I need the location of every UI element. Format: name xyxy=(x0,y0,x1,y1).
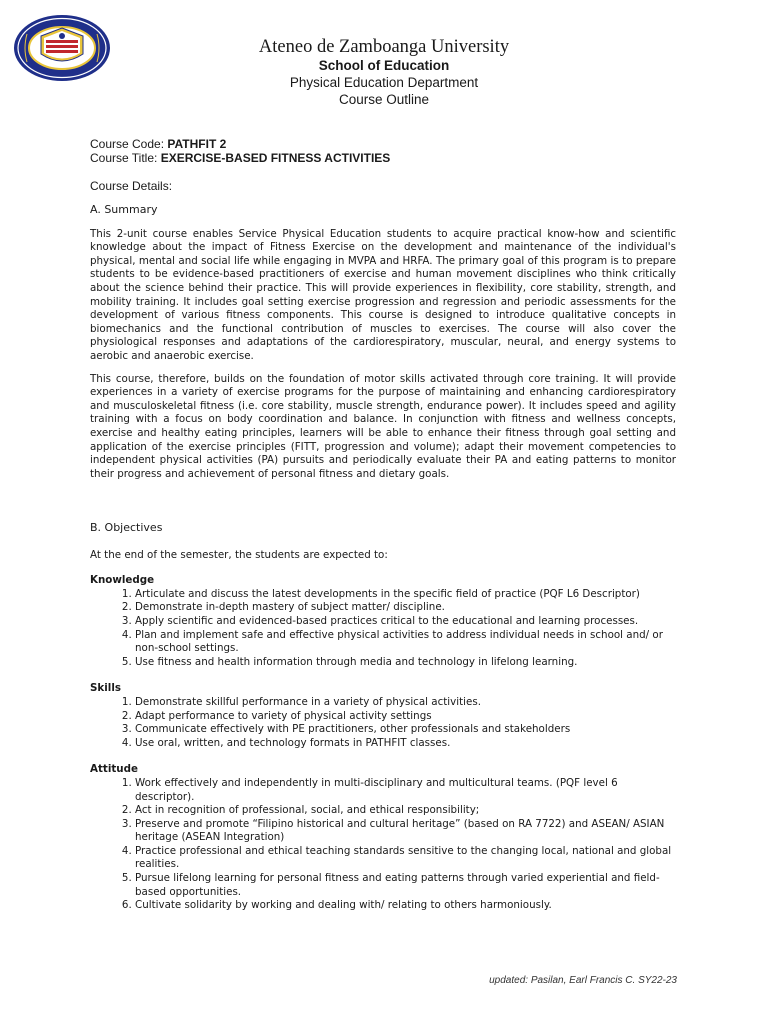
updated-footer: updated: Pasilan, Earl Francis C. SY22-23 xyxy=(489,975,677,986)
list-item: 1. Demonstrate skillful performance in a variety of physical activities. xyxy=(135,696,676,710)
list-item: 5. Pursue lifelong learning for personal fitness and eating patterns through varied experiential and field-based opportunities. xyxy=(135,872,676,899)
course-title-label: Course Title: xyxy=(90,151,158,165)
summary-paragraph-1: This 2-unit course enables Service Physical Education students to acquire practical know-how and scientific knowledge about the impact of Fitness Exercise on the development and maintenance of the individual's physical, mental and social life while engaging in MVPA and HRFA. The primary goal of this program is to prepare students to be evidence-based practitioners of exercise and human movement disciplines who think critically about the science behind their practice. This will provide experiences in flexibility, core stability, strength, and mobility training. It includes goal setting exercise progression and regression and periodic assessments for the development of various fitness components. This course is designed to introduce qualitative concepts in biomechanics and the functional contribution of muscles to exercises. The course will also cover the physiological responses and adaptations of the cardiorespiratory, muscular, neural, and energy systems to aerobic and anaerobic exercise. xyxy=(90,227,676,362)
school-name: School of Education xyxy=(318,58,450,73)
objectives-intro: At the end of the semester, the students are expected to: xyxy=(90,548,388,561)
course-details-label: Course Details: xyxy=(90,179,173,193)
course-title-line xyxy=(90,151,390,165)
course-code-line xyxy=(90,137,390,151)
summary-section xyxy=(90,203,676,481)
list-item: 4. Practice professional and ethical teaching standards sensitive to the changing local, national and global realities. xyxy=(135,845,676,872)
skills-heading: Skills xyxy=(90,682,121,695)
list-item: 4. Plan and implement safe and effective physical activities to address individual needs in school and/ or non-school settings. xyxy=(135,629,676,656)
list-item: 6. Cultivate solidarity by working and dealing with/ relating to others harmoniously. xyxy=(135,899,676,913)
objectives-heading: B. Objectives xyxy=(90,521,163,534)
university-name: Ateneo de Zamboanga University xyxy=(258,37,510,57)
objectives-section xyxy=(90,521,676,913)
course-info xyxy=(90,137,390,165)
knowledge-list xyxy=(90,588,676,670)
document-type: Course Outline xyxy=(338,92,430,107)
list-item: 2. Act in recognition of professional, social, and ethical responsibility; xyxy=(135,804,676,818)
department-name: Physical Education Department xyxy=(289,75,479,90)
list-item: 2. Demonstrate in-depth mastery of subject matter/ discipline. xyxy=(135,601,676,615)
list-item: 5. Use fitness and health information through media and technology in lifelong learning. xyxy=(135,656,676,670)
list-item: 3. Preserve and promote “Filipino historical and cultural heritage” (based on RA 7722) and ASEAN/ ASIAN heritage (ASEAN Integration) xyxy=(135,818,676,845)
list-item: 3. Communicate effectively with PE practitioners, other professionals and stakeholders xyxy=(135,723,676,737)
summary-heading: A. Summary xyxy=(90,203,158,216)
skills-list xyxy=(90,696,676,750)
list-item: 3. Apply scientific and evidenced-based practices critical to the educational and learning processes. xyxy=(135,615,676,629)
attitude-heading: Attitude xyxy=(90,763,138,776)
list-item: 1. Articulate and discuss the latest developments in the specific field of practice (PQF L6 Descriptor) xyxy=(135,588,676,602)
summary-paragraph-2: This course, therefore, builds on the foundation of motor skills activated through core training. It will provide experiences in a variety of exercise programs for the purpose of maintaining and enhancing cardiorespiratory and musculoskeletal fitness (i.e. core stability, muscle strength, endurance power). It includes speed and agility training with a focus on body coordination and balance. In conjunction with fitness and wellness concepts, exercise and healthy eating principles, learners will be able to enhance their fitness through goal setting and application of the exercise principles (FITT, progression and volume); adapt their movement competencies to independent physical activities (PA) pursuits and periodically evaluate their PA and eating patterns to monitor their progress and achievement of personal fitness and dietary goals. xyxy=(90,372,676,480)
attitude-list xyxy=(90,777,676,913)
document-header xyxy=(0,36,768,108)
course-code-value: PATHFIT 2 xyxy=(167,137,227,151)
list-item: 1. Work effectively and independently in multi-disciplinary and multicultural teams. (PQF level 6 descriptor). xyxy=(135,777,676,804)
knowledge-heading: Knowledge xyxy=(90,574,155,587)
course-title-value: EXERCISE-BASED FITNESS ACTIVITIES xyxy=(160,151,391,165)
list-item: 2. Adapt performance to variety of physical activity settings xyxy=(135,710,676,724)
course-code-label: Course Code: xyxy=(90,137,165,151)
list-item: 4. Use oral, written, and technology formats in PATHFIT classes. xyxy=(135,737,676,751)
